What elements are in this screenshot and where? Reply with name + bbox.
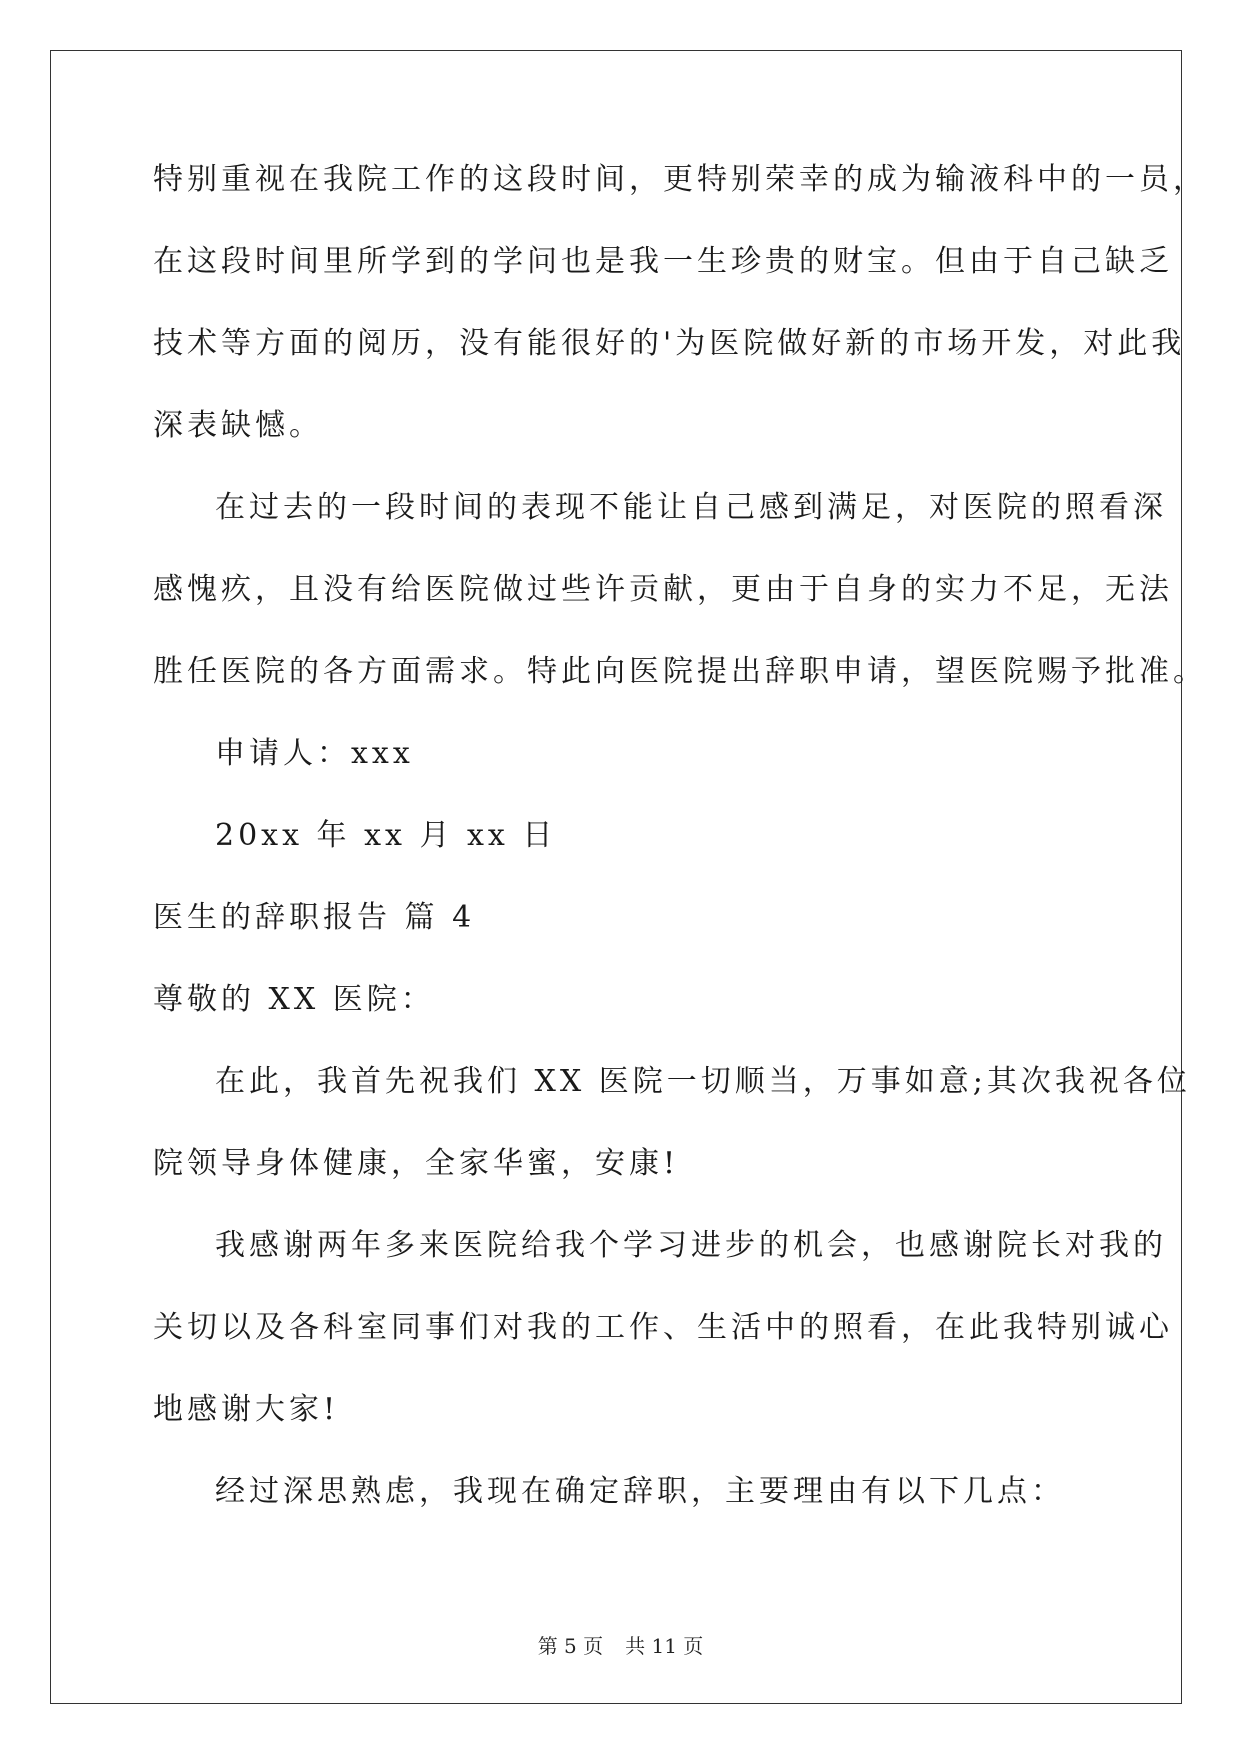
salutation: 尊敬的 XX 医院：	[153, 982, 435, 1017]
current-page-number: 第 5 页	[537, 1634, 604, 1658]
text-line: 胜任医院的各方面需求。特此向医院提出辞职申请，望医院赐予批准。	[153, 654, 1207, 689]
total-pages: 共 11 页	[625, 1634, 704, 1658]
text-line: 院领导身体健康，全家华蜜，安康!	[153, 1146, 680, 1181]
date-line: 20xx 年 xx 月 xx 日	[215, 818, 557, 853]
text-line: 深表缺憾。	[153, 408, 323, 443]
text-line: 在过去的一段时间的表现不能让自己感到满足，对医院的照看深	[215, 490, 1167, 525]
text-line: 在此，我首先祝我们 XX 医院一切顺当，万事如意;其次我祝各位	[215, 1064, 1191, 1099]
text-line: 特别重视在我院工作的这段时间，更特别荣幸的成为输液科中的一员，	[153, 162, 1207, 197]
applicant-line: 申请人：xxx	[215, 736, 414, 771]
document-body	[153, 160, 1207, 1554]
text-line: 地感谢大家!	[153, 1392, 340, 1427]
text-line: 关切以及各科室同事们对我的工作、生活中的照看，在此我特别诚心	[153, 1310, 1173, 1345]
text-line: 感愧疚，且没有给医院做过些许贡献，更由于自身的实力不足，无法	[153, 572, 1173, 607]
text-line: 技术等方面的阅历，没有能很好的'为医院做好新的市场开发，对此我	[153, 326, 1186, 361]
text-line: 我感谢两年多来医院给我个学习进步的机会，也感谢院长对我的	[215, 1228, 1167, 1263]
text-line: 在这段时间里所学到的学问也是我一生珍贵的财宝。但由于自己缺乏	[153, 244, 1173, 279]
page-footer	[0, 1630, 1241, 1659]
text-line: 经过深思熟虑，我现在确定辞职，主要理由有以下几点：	[215, 1474, 1065, 1509]
section-heading: 医生的辞职报告 篇 4	[153, 900, 476, 935]
